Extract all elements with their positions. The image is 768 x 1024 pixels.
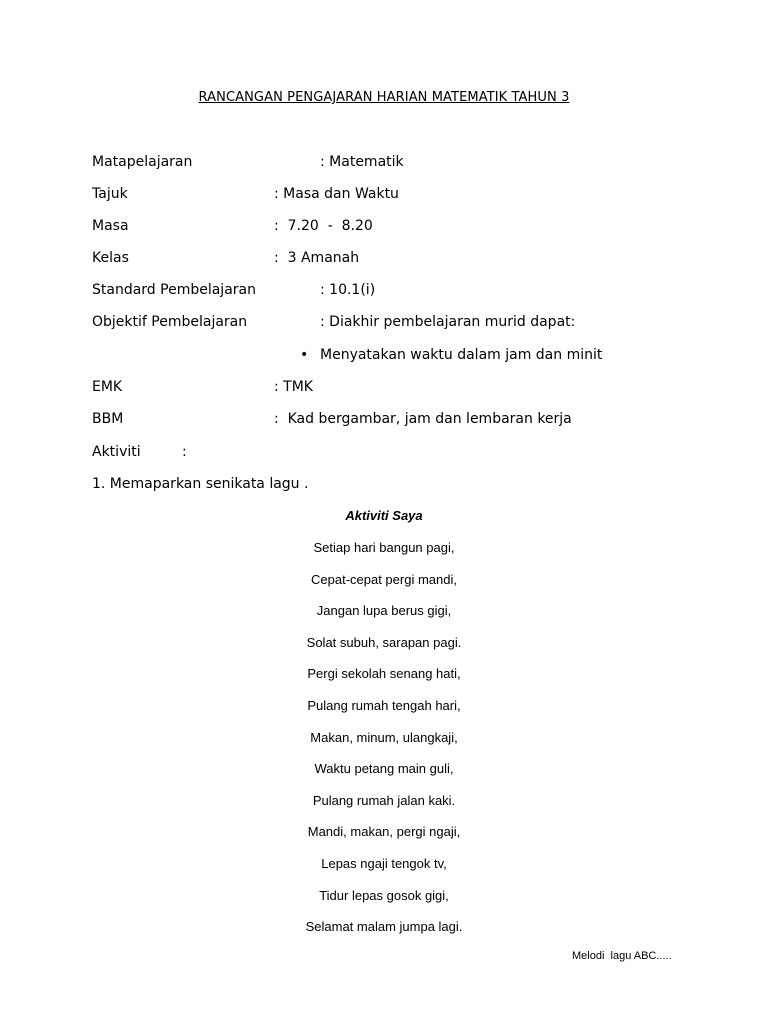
lyric-line: Cepat-cepat pergi mandi, (311, 571, 457, 587)
field-matapelajaran (92, 152, 404, 172)
field-label: Standard Pembelajaran (92, 282, 256, 298)
lyric-line: Setiap hari bangun pagi, (313, 540, 455, 555)
lyric-line: Selamat malam jumpa lagi. (305, 919, 463, 935)
field-objektif-pembelajaran (92, 312, 576, 332)
field-value: : Diakhir pembelajaran murid dapat: (320, 314, 576, 330)
field-value: : 10.1(i) (320, 282, 376, 298)
lyric-line: Makan, minum, ulangkaji, (310, 729, 458, 745)
document-title: RANCANGAN PENGAJARAN HARIAN MATEMATIK TAHUN 3 (198, 90, 570, 105)
field-label: Masa (92, 218, 129, 234)
field-label: Aktiviti (92, 444, 141, 460)
field-kelas (92, 248, 360, 268)
bullet-icon: • (300, 347, 309, 363)
melody-note: Melodi lagu ABC..... (572, 950, 672, 962)
objective-text: Menyatakan waktu dalam jam dan minit (320, 347, 603, 363)
step-text: 1. Memaparkan senikata lagu . (92, 476, 309, 492)
field-standard-pembelajaran (92, 280, 376, 300)
lyric-line: Pulang rumah tengah hari, (307, 697, 461, 713)
lyric-line: Jangan lupa berus gigi, (316, 603, 452, 619)
lyric-line: Waktu petang main guli, (314, 761, 454, 777)
objective-bullet-item (300, 345, 603, 365)
field-value: : (182, 444, 187, 460)
activity-step-1 (92, 474, 309, 494)
field-label: Matapelajaran (92, 154, 193, 170)
song-title: Aktiviti Saya (345, 508, 423, 523)
field-label: Objektif Pembelajaran (92, 314, 248, 330)
field-label: EMK (92, 379, 123, 395)
field-label: BBM (92, 411, 124, 427)
field-masa (92, 216, 373, 236)
field-tajuk (92, 184, 399, 204)
field-value: : Kad bergambar, jam dan lembaran kerja (274, 411, 572, 427)
field-aktiviti (92, 442, 187, 462)
lyric-line: Tidur lepas gosok gigi, (319, 887, 449, 903)
field-value: : Masa dan Waktu (274, 186, 399, 202)
lyric-line: Solat subuh, sarapan pagi. (306, 634, 462, 650)
field-label: Kelas (92, 250, 129, 266)
field-value: : 7.20 - 8.20 (274, 218, 373, 234)
field-label: Tajuk (92, 186, 128, 202)
field-value: : 3 Amanah (274, 250, 360, 266)
field-value: : TMK (274, 379, 313, 395)
field-value: : Matematik (320, 154, 404, 170)
field-bbm (92, 409, 572, 429)
field-emk (92, 377, 313, 397)
lyric-line: Lepas ngaji tengok tv, (321, 855, 447, 871)
lyric-line: Mandi, makan, pergi ngaji, (307, 824, 461, 840)
lyric-line: Pulang rumah jalan kaki. (312, 792, 456, 808)
lyric-line: Pergi sekolah senang hati, (307, 666, 461, 682)
song-lyrics (0, 538, 768, 949)
